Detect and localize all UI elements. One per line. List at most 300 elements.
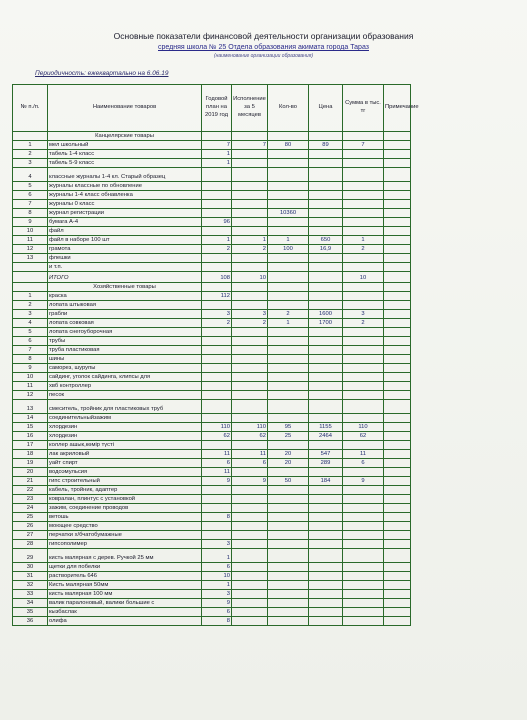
cell-qty: 1 [268,319,309,328]
cell-price: 289 [309,459,343,468]
cell-qty [268,346,309,355]
cell-note [384,414,411,423]
cell-done [232,581,268,590]
cell-done [232,355,268,364]
cell-sum [343,209,384,218]
cell-qty [268,337,309,346]
cell-plan: 1 [202,581,232,590]
cell-note [384,346,411,355]
cell-note [384,245,411,254]
cell-empty [13,272,48,283]
cell-plan [202,391,232,400]
cell-sum [343,522,384,531]
cell-empty [268,132,309,141]
table-row [13,319,411,328]
cell-plan [202,337,232,346]
cell-note [384,382,411,391]
cell-note [384,432,411,441]
cell-name: журналы 0 класс [48,200,202,209]
cell-plan: 11 [202,450,232,459]
cell-plan: 3 [202,590,232,599]
cell-qty: 20 [268,459,309,468]
table-row [13,572,411,581]
cell-plan: 3 [202,310,232,319]
col-header-done: Исполнение за 5 месяцев [232,85,268,132]
cell-number: 12 [13,245,48,254]
table-row [13,608,411,617]
cell-sum [343,572,384,581]
cell-note [384,608,411,617]
cell-plan [202,301,232,310]
cell-sum [343,364,384,373]
cell-price [309,608,343,617]
cell-price [309,522,343,531]
cell-qty [268,549,309,563]
cell-empty [309,283,343,292]
cell-done [232,337,268,346]
cell-note [384,477,411,486]
cell-sum [343,292,384,301]
cell-plan: 8 [202,617,232,626]
cell-name: моющее средство [48,522,202,531]
cell-note [384,617,411,626]
table-row [13,141,411,150]
cell-note [384,590,411,599]
cell-number: 32 [13,581,48,590]
financial-table [12,84,419,626]
cell-sum [343,227,384,236]
cell-price [309,209,343,218]
cell-number: 12 [13,391,48,400]
cell-done [232,292,268,301]
col-header-qty: Кол-во [268,85,309,132]
cell-done [232,540,268,549]
cell-plan [202,373,232,382]
cell-qty [268,513,309,522]
cell-note [384,531,411,540]
table-row [13,236,411,245]
cell-sum: 7 [343,141,384,150]
cell-note [384,423,411,432]
cell-sum [343,599,384,608]
table-row [13,346,411,355]
cell-done [232,364,268,373]
cell-qty [268,263,309,272]
cell-done [232,522,268,531]
cell-empty [343,283,384,292]
table-row [13,522,411,531]
cell-name: лопата штыковая [48,301,202,310]
cell-qty [268,159,309,168]
cell-price: 547 [309,450,343,459]
cell-number: 6 [13,337,48,346]
cell-done: 9 [232,477,268,486]
cell-number: 23 [13,495,48,504]
cell-note [384,319,411,328]
section-header-row [13,132,411,141]
cell-note [384,495,411,504]
cell-qty [268,391,309,400]
cell-price [309,263,343,272]
table-row [13,168,411,182]
cell-number: 6 [13,191,48,200]
cell-sum [343,263,384,272]
table-row [13,328,411,337]
cell-plan [202,522,232,531]
cell-plan: 110 [202,423,232,432]
cell-sum [343,531,384,540]
cell-number: 14 [13,414,48,423]
table-row [13,337,411,346]
cell-price [309,150,343,159]
cell-name: уайт спирт [48,459,202,468]
cell-name: коллер ашык,көмір түсті [48,441,202,450]
cell-name: файл [48,227,202,236]
cell-done [232,504,268,513]
cell-note [384,263,411,272]
cell-qty [268,468,309,477]
cell-plan: 62 [202,432,232,441]
total-label: ИТОГО [48,272,202,283]
cell-name: лопата совковая [48,319,202,328]
cell-note [384,486,411,495]
cell-note [384,373,411,382]
cell-done [232,572,268,581]
cell-sum: 2 [343,245,384,254]
total-plan: 108 [202,272,232,283]
cell-price [309,486,343,495]
cell-sum [343,182,384,191]
cell-done [232,182,268,191]
cell-name: и т.п. [48,263,202,272]
cell-qty [268,414,309,423]
col-header-number: № п./п. [13,85,48,132]
cell-plan: 8 [202,513,232,522]
cell-name: грамота [48,245,202,254]
cell-number: 24 [13,504,48,513]
cell-done [232,441,268,450]
cell-name: растворитель 646 [48,572,202,581]
cell-price [309,572,343,581]
cell-number: 27 [13,531,48,540]
cell-qty [268,355,309,364]
cell-price [309,218,343,227]
cell-name: хлордезин [48,432,202,441]
cell-qty [268,504,309,513]
cell-done [232,328,268,337]
cell-note [384,254,411,263]
table-row [13,549,411,563]
cell-name: щетки для побелки [48,563,202,572]
cell-name: лак акриловый [48,450,202,459]
cell-sum [343,355,384,364]
cell-number: 22 [13,486,48,495]
cell-number: 33 [13,590,48,599]
cell-name: мел школьный [48,141,202,150]
cell-number: 11 [13,382,48,391]
cell-number: 31 [13,572,48,581]
cell-number: 10 [13,227,48,236]
cell-sum: 1 [343,236,384,245]
cell-qty: 25 [268,432,309,441]
table-row [13,599,411,608]
cell-name: перчатки х/бчатобумажные [48,531,202,540]
cell-plan [202,495,232,504]
cell-number: 1 [13,141,48,150]
cell-done [232,373,268,382]
cell-price: 1700 [309,319,343,328]
cell-number: 16 [13,432,48,441]
cell-price [309,191,343,200]
cell-number: 7 [13,346,48,355]
cell-note [384,236,411,245]
cell-done: 7 [232,141,268,150]
cell-sum: 9 [343,477,384,486]
cell-number: 15 [13,423,48,432]
cell-done [232,599,268,608]
cell-number: 3 [13,159,48,168]
cell-name: гипс строительный [48,477,202,486]
cell-plan: 1 [202,150,232,159]
cell-sum [343,200,384,209]
cell-price: 1600 [309,310,343,319]
cell-price [309,200,343,209]
cell-note [384,141,411,150]
cell-empty [202,283,232,292]
cell-price: 16,9 [309,245,343,254]
cell-name: файл в наборе 100 шт [48,236,202,245]
table-row [13,382,411,391]
cell-number: 10 [13,373,48,382]
cell-qty [268,301,309,310]
table-row [13,617,411,626]
table-row [13,200,411,209]
cell-done [232,513,268,522]
cell-name: гипсополимер [48,540,202,549]
cell-qty [268,200,309,209]
cell-sum [343,400,384,414]
cell-note [384,159,411,168]
cell-number: 1 [13,292,48,301]
cell-price [309,346,343,355]
cell-sum [343,301,384,310]
cell-done [232,414,268,423]
cell-price [309,254,343,263]
cell-sum [343,346,384,355]
cell-number: 13 [13,254,48,263]
cell-done [232,346,268,355]
cell-note [384,200,411,209]
col-header-plan: Годовой план на 2019 год [202,85,232,132]
cell-plan [202,209,232,218]
cell-empty [309,132,343,141]
cell-note [384,581,411,590]
cell-empty [13,283,48,292]
cell-sum [343,486,384,495]
cell-plan: 2 [202,245,232,254]
cell-done: 62 [232,432,268,441]
cell-sum [343,617,384,626]
cell-plan [202,504,232,513]
cell-price [309,391,343,400]
cell-name: шины [48,355,202,364]
table-row [13,423,411,432]
cell-name: табель 1-4 класс [48,150,202,159]
cell-qty [268,441,309,450]
cell-qty: 50 [268,477,309,486]
cell-price: 184 [309,477,343,486]
table-row [13,391,411,400]
section-title: Хозяйственные товары [48,283,202,292]
cell-done: 2 [232,245,268,254]
table-row [13,364,411,373]
cell-note [384,337,411,346]
cell-number: 3 [13,310,48,319]
cell-empty [384,272,411,283]
cell-plan [202,346,232,355]
periodicity: Периодичность: ежеквартально на 6.06.19 [35,70,169,77]
cell-number: 13 [13,400,48,414]
cell-name: лопата снегоуборочная [48,328,202,337]
table-row [13,504,411,513]
cell-plan: 3 [202,540,232,549]
cell-price [309,159,343,168]
cell-name: ковралан, плинтус с установкой [48,495,202,504]
cell-sum [343,441,384,450]
cell-plan: 6 [202,563,232,572]
cell-name: песок [48,391,202,400]
cell-qty [268,373,309,382]
cell-qty [268,168,309,182]
cell-name: кисть малярная с дерев. Ручкой 25 мм [48,549,202,563]
cell-qty [268,254,309,263]
cell-qty: 100 [268,245,309,254]
cell-plan [202,328,232,337]
table-row [13,495,411,504]
cell-sum [343,549,384,563]
cell-plan [202,355,232,364]
total-row [13,272,411,283]
cell-number: 9 [13,364,48,373]
cell-done [232,263,268,272]
cell-qty [268,599,309,608]
cell-done [232,301,268,310]
table-row [13,531,411,540]
cell-sum [343,414,384,423]
cell-name: краска [48,292,202,301]
cell-plan: 2 [202,319,232,328]
cell-done [232,227,268,236]
cell-number: 20 [13,468,48,477]
cell-note [384,563,411,572]
cell-qty [268,495,309,504]
cell-note [384,328,411,337]
cell-note [384,468,411,477]
cell-qty: 95 [268,423,309,432]
cell-plan: 96 [202,218,232,227]
cell-name: смеситель, тройник для пластиковых труб [48,400,202,414]
col-header-sum: Сумма в тыс. тг [343,85,384,132]
cell-qty [268,227,309,236]
cell-price [309,337,343,346]
cell-sum [343,373,384,382]
cell-price [309,540,343,549]
cell-note [384,513,411,522]
table-row [13,450,411,459]
cell-name: бумага А-4 [48,218,202,227]
cell-name: хлордезин [48,423,202,432]
cell-note [384,227,411,236]
cell-done [232,549,268,563]
cell-done: 3 [232,310,268,319]
cell-name: труба пластиковая [48,346,202,355]
cell-plan: 112 [202,292,232,301]
cell-plan: 1 [202,236,232,245]
table-row [13,468,411,477]
cell-qty [268,150,309,159]
section-header-row [13,283,411,292]
cell-price: 650 [309,236,343,245]
cell-name: кабель, тройник, адаптер [48,486,202,495]
cell-plan: 6 [202,459,232,468]
cell-plan: 1 [202,549,232,563]
table-row [13,182,411,191]
cell-plan [202,531,232,540]
cell-plan [202,486,232,495]
cell-number: 25 [13,513,48,522]
cell-number: 36 [13,617,48,626]
cell-done [232,159,268,168]
table-row [13,245,411,254]
cell-qty [268,563,309,572]
cell-plan [202,191,232,200]
cell-price [309,355,343,364]
cell-price [309,168,343,182]
document-title: Основные показатели финансовой деятельности организации образования [113,31,414,41]
cell-empty [343,132,384,141]
cell-price [309,531,343,540]
cell-name: водоэмульсия [48,468,202,477]
cell-done [232,254,268,263]
cell-name: журналы 1-4 класс обнавленка [48,191,202,200]
cell-note [384,504,411,513]
cell-name: табель 5-9 класс [48,159,202,168]
cell-number: 28 [13,540,48,549]
cell-name: трубы [48,337,202,346]
cell-qty: 10360 [268,209,309,218]
cell-qty [268,382,309,391]
cell-qty [268,540,309,549]
cell-qty [268,522,309,531]
cell-sum [343,590,384,599]
cell-name: журналы классные по обновление [48,182,202,191]
cell-qty: 1 [268,236,309,245]
cell-price [309,504,343,513]
cell-done: 1 [232,236,268,245]
cell-note [384,218,411,227]
table-row [13,254,411,263]
cell-name: ветошь [48,513,202,522]
cell-note [384,540,411,549]
table-row [13,191,411,200]
cell-done: 2 [232,319,268,328]
cell-done [232,468,268,477]
cell-sum [343,150,384,159]
cell-price [309,328,343,337]
cell-note [384,572,411,581]
table-row [13,373,411,382]
cell-price [309,400,343,414]
